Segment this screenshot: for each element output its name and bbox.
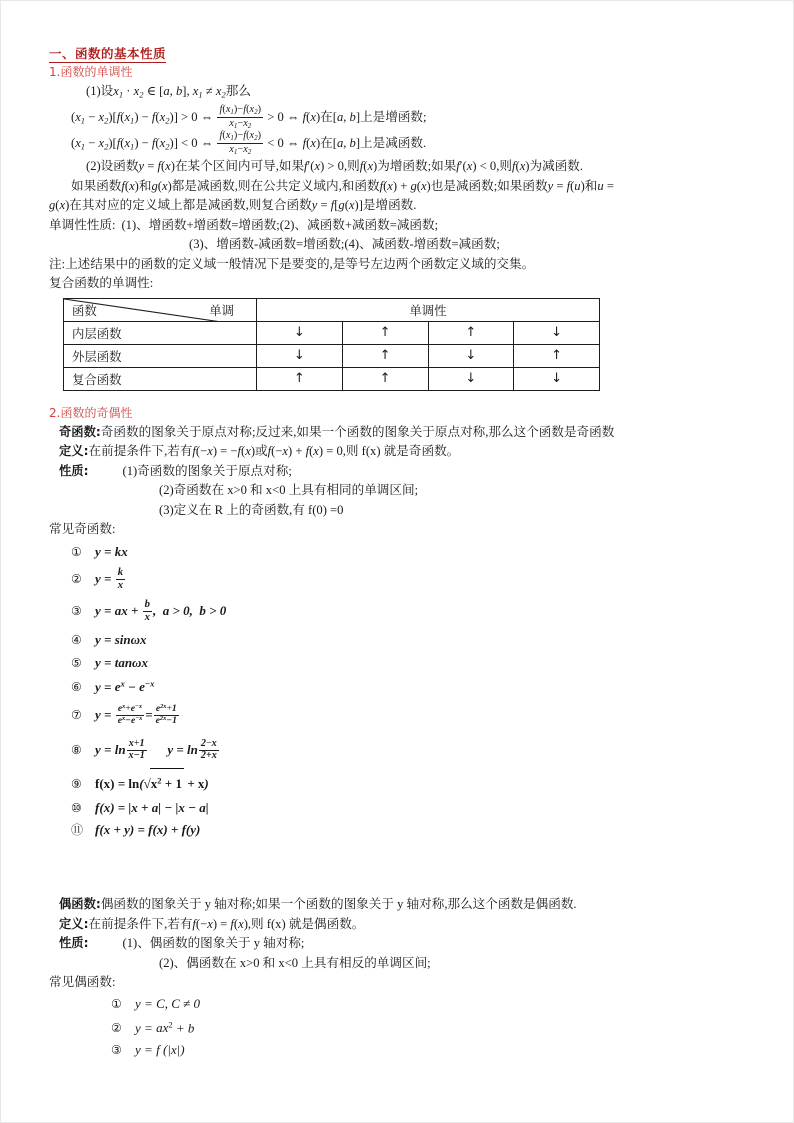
even-props-label: 性质: (59, 936, 89, 951)
list-item (49, 1039, 749, 1061)
list-item-number: ② (111, 1020, 122, 1035)
odd-property-1: (1)奇函数的图象关于原点对称; (122, 463, 292, 478)
mono-line-1: (1)设$x_1 \cdot x_2$ ∈ [a, b], $x_1 \ne x_2$那么 (86, 84, 251, 100)
odd-function-definition-term (49, 423, 749, 443)
list-item-number: ② (71, 571, 82, 586)
odd-function-term-text: 奇函数的图象关于原点对称;反过来,如果一个函数的图象关于原点对称,那么这个函数是奇函数 (100, 424, 615, 439)
composite-table-caption: 复合函数的单调性: (49, 276, 154, 291)
table-cell: ↑ (514, 344, 600, 367)
odd-def-label: 定义: (59, 444, 89, 459)
list-item (49, 732, 749, 768)
mono-properties-line-2: (3)、增函数-减函数=增函数;(4)、减函数-增函数=减函数; (189, 237, 500, 252)
odd-properties-line-1 (49, 462, 749, 482)
list-item (49, 652, 749, 674)
mono-line-2: $(x_1 - x_2)[f(x_1) - f(x_2)] > 0$ ⇔ $\frac{f(x_1)-f(x_2)}{x_1-x_2}$ > 0 ⇔ f(x)在[a, b]上是增函数; (71, 104, 427, 130)
odd-properties-line-3: (3)定义在 R 上的奇函数,有 f(0) =0 (159, 502, 344, 517)
even-function-list (49, 993, 749, 1061)
table-cell: ↑ (257, 367, 343, 390)
mono-line-4: (2)设函数y = f(x)在某个区间内可导,如果f′(x) > 0,则f(x)为增函数;如果f′(x) < 0,则f(x)为减函数. (86, 159, 583, 174)
table-cell: ↓ (514, 321, 600, 344)
list-item-number: ① (111, 996, 122, 1011)
list-item-number: ④ (71, 632, 82, 647)
list-item (49, 564, 749, 594)
list-item (49, 594, 749, 628)
table-cell: ↑ (342, 344, 428, 367)
list-item-formula: y = ln $\frac{x+1}{x-1}$ y = ln $\frac{2-x}{2+x}$ (95, 737, 217, 761)
document-content (49, 45, 749, 1061)
list-item-formula: y = $\frac{k}{x}$ (95, 567, 124, 591)
list-item (49, 768, 749, 797)
even-function-term-label: 偶函数: (59, 897, 101, 912)
table-cell: ↓ (428, 344, 514, 367)
list-item-formula: y = $\frac{e^x+e^{-x}}{e^x-e^{-x}}$ = $\frac{e^{2x}+1}{e^{2x}-1}$ (95, 703, 177, 727)
list-item-formula: $y = e^x - e^{-x}$ (95, 678, 155, 694)
list-item (49, 628, 749, 652)
list-item-number: ③ (111, 1042, 122, 1057)
even-properties-line-1 (49, 934, 749, 954)
odd-props-label: 性质: (59, 463, 89, 478)
list-item-number: ⑪ (71, 823, 84, 838)
even-properties-line-2: (2)、偶函数在 x>0 和 x<0 上具有相反的单调区间; (159, 955, 431, 970)
mono-properties-label: 单调性性质: (49, 217, 116, 232)
table-header-row (64, 298, 600, 321)
odd-properties-line-2: (2)奇函数在 x>0 和 x<0 上具有相同的单调区间; (159, 483, 419, 498)
table-cell: ↑ (428, 321, 514, 344)
section-heading-parity: 2.函数的奇偶性 (49, 405, 133, 420)
even-function-definition: 定义:在前提条件下,若有f(−x) = f(x),则 f(x) 就是偶函数。 (59, 916, 365, 931)
mono-line-6: g(x)在其对应的定义域上都是减函数,则复合函数y = f[g(x)]是增函数. (49, 198, 417, 213)
list-item (49, 993, 749, 1015)
mono-line-3: $(x_1 - x_2)[f(x_1) - f(x_2)] < 0$ ⇔ $\frac{f(x_1)-f(x_2)}{x_1-x_2}$ < 0 ⇔ f(x)在[a, b]上是减函数. (71, 130, 427, 156)
list-item-formula: y = tanωx (95, 654, 148, 670)
odd-common-label: 常见奇函数: (49, 522, 116, 537)
mono-note: 注:上述结果中的函数的定义域一般情况下是要变的,是等号左边两个函数定义域的交集。 (49, 256, 535, 271)
list-item (49, 797, 749, 819)
list-item-number: ① (71, 544, 82, 559)
list-item-formula: f(x + y) = f(x) + f(y) (95, 822, 201, 838)
list-item (49, 819, 749, 841)
table-cell: ↓ (514, 367, 600, 390)
list-item (49, 1015, 749, 1039)
list-item-number: ⑧ (71, 742, 82, 757)
odd-function-term-label: 奇函数: (59, 424, 101, 439)
even-def-label: 定义: (59, 916, 89, 931)
list-item-formula: y = sinωx (95, 631, 147, 647)
mono-properties-line-1 (49, 216, 749, 236)
even-common-label: 常见偶函数: (49, 975, 116, 990)
even-function-definition-term (49, 895, 749, 915)
table-cell: ↑ (342, 367, 428, 390)
table-cell: ↓ (428, 367, 514, 390)
table-cell: ↓ (257, 321, 343, 344)
odd-function-list (49, 540, 749, 842)
list-item-number: ⑩ (71, 801, 82, 816)
table-header-monotonicity: 单调性 (257, 298, 600, 321)
section-heading-monotonicity: 1.函数的单调性 (49, 65, 133, 79)
table-row (64, 367, 600, 390)
list-item (49, 674, 749, 698)
list-item-formula: y = ax + $\frac{b}{x}$ , a > 0, b > 0 (95, 599, 227, 623)
mono-properties-text-1: (1)、增函数+增函数=增函数;(2)、减函数+减函数=减函数; (121, 217, 439, 232)
list-item-formula: $f(x) = \ln(√x^2 + 1 + x)$ (95, 776, 209, 791)
table-row-label: 内层函数 (64, 321, 257, 344)
list-item-formula: $y = ax^2 + b$ (135, 1019, 195, 1035)
list-item-number: ③ (71, 603, 82, 618)
list-item-formula: y = C, C ≠ 0 (135, 995, 201, 1011)
list-item (49, 698, 749, 732)
table-row (64, 321, 600, 344)
list-item-formula: f(x) = |x + a| − |x − a| (95, 800, 209, 816)
even-property-1: (1)、偶函数的图象关于 y 轴对称; (122, 936, 305, 951)
even-function-term-text: 偶函数的图象关于 y 轴对称;如果一个函数的图象关于 y 轴对称,那么这个函数是偶函数. (100, 897, 577, 912)
table-cell: ↓ (257, 344, 343, 367)
table-row-label: 复合函数 (64, 367, 257, 390)
list-item-formula: y = kx (95, 543, 128, 559)
table-row-label: 外层函数 (64, 344, 257, 367)
list-item-number: ⑥ (71, 679, 82, 694)
list-item-number: ⑦ (71, 707, 82, 722)
table-corner-label-function: 函数 (72, 303, 97, 318)
list-item-number: ⑤ (71, 655, 82, 670)
mono-line-5: 如果函数f(x)和g(x)都是减函数,则在公共定义域内,和函数f(x) + g(x)也是减函数;如果函数y = f(u)和u = (71, 178, 614, 193)
table-corner-cell (64, 298, 257, 321)
list-item-number: ⑨ (71, 777, 82, 792)
list-item-formula: y = f (|x|) (135, 1041, 185, 1057)
page-title (49, 45, 749, 62)
page-title-text: 一、函数的基本性质 (49, 46, 167, 61)
composite-monotonicity-table (63, 298, 600, 391)
list-item (49, 540, 749, 564)
table-cell: ↑ (342, 321, 428, 344)
table-corner-label-monotone: 单调 (209, 303, 234, 318)
table-row (64, 344, 600, 367)
odd-function-definition: 定义:在前提条件下,若有f(−x) = −f(x)或f(−x) + f(x) = 0,则 f(x) 就是奇函数。 (59, 444, 460, 459)
